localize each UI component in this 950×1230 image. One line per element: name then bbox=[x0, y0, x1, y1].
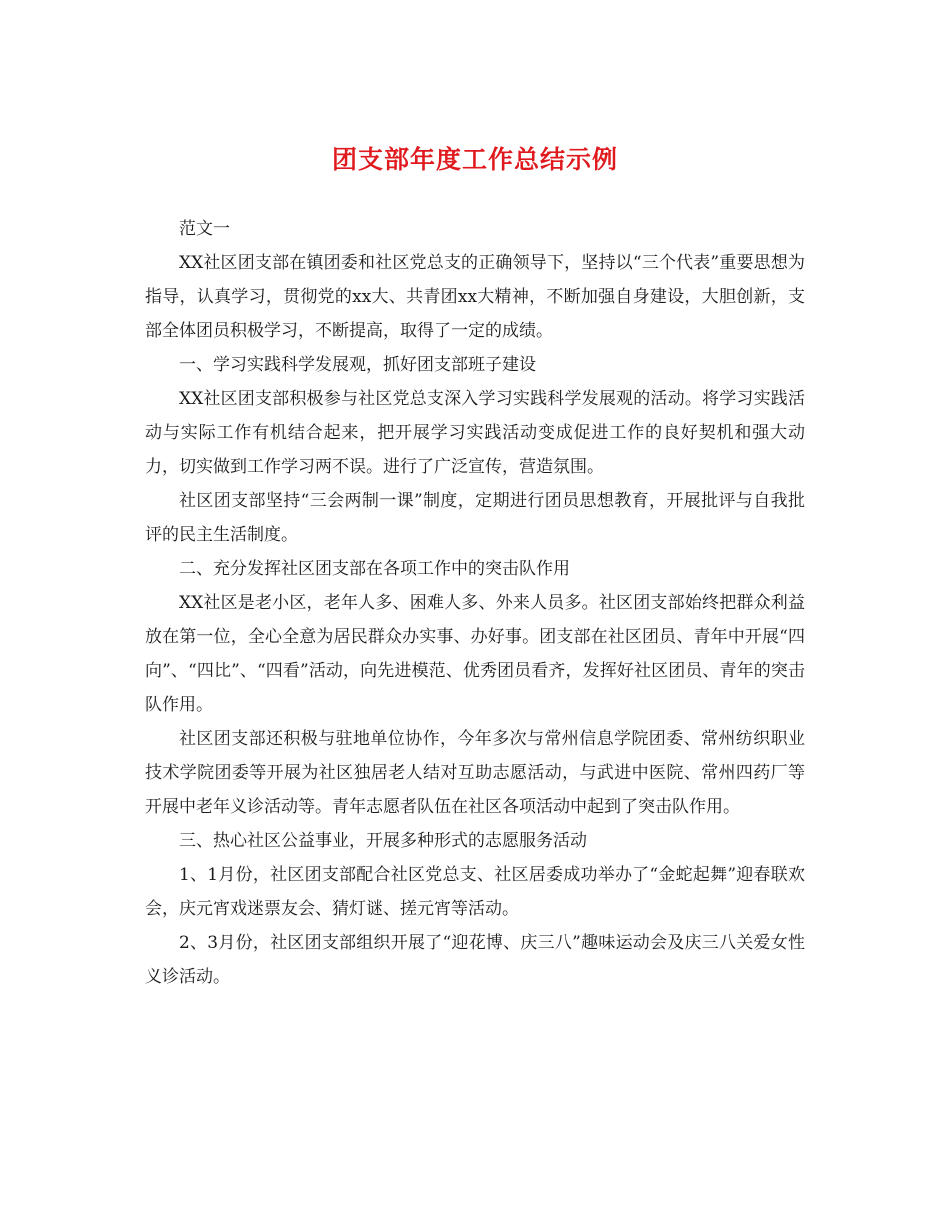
section-heading-2: 二、充分发挥社区团支部在各项工作中的突击队作用 bbox=[179, 559, 570, 579]
paragraph-section2-cooperation: 社区团支部还积极与驻地单位协作，今年多次与常州信息学院团委、常州纺织职业技术学院团委等开展为社区独居老人结对互助志愿活动，与武进中医院、常州四药厂等开展中老年义诊活动等。青年志愿者队伍在社区各项活动中起到了突击队作用。 bbox=[145, 729, 805, 817]
document-page bbox=[145, 140, 805, 994]
section-heading-3: 三、热心社区公益事业，开展多种形式的志愿服务活动 bbox=[179, 831, 587, 851]
paragraph-sample-label: 范文一 bbox=[179, 219, 230, 239]
paragraph-item-2: 2、3月份，社区团支部组织开展了“迎花博、庆三八”趣味运动会及庆三八关爱女性义诊活动。 bbox=[145, 933, 805, 987]
paragraph-section2-body: XX社区是老小区，老年人多、困难人多、外来人员多。社区团支部始终把群众利益放在第一位，全心全意为居民群众办实事、办好事。团支部在社区团员、青年中开展“四向”、“四比”、“四看”活动，向先进模范、优秀团员看齐，发挥好社区团员、青年的突击队作用。 bbox=[145, 593, 805, 715]
paragraph-section1-body: XX社区团支部积极参与社区党总支深入学习实践科学发展观的活动。将学习实践活动与实际工作有机结合起来，把开展学习实践活动变成促进工作的良好契机和强大动力，切实做到工作学习两不误。进行了广泛宣传，营造氛围。 bbox=[145, 389, 805, 477]
document-title: 团支部年度工作总结示例 bbox=[331, 145, 618, 174]
paragraph-section1-system: 社区团支部坚持“三会两制一课”制度，定期进行团员思想教育，开展批评与自我批评的民主生活制度。 bbox=[145, 491, 805, 545]
paragraph-item-1: 1、1月份，社区团支部配合社区党总支、社区居委成功举办了“金蛇起舞”迎春联欢会，庆元宵戏迷票友会、猜灯谜、搓元宵等活动。 bbox=[145, 865, 805, 919]
paragraph-intro: XX社区团支部在镇团委和社区党总支的正确领导下，坚持以“三个代表”重要思想为指导，认真学习，贯彻党的xx大、共青团xx大精神，不断加强自身建设，大胆创新，支部全体团员积极学习，不断提高，取得了一定的成绩。 bbox=[145, 253, 805, 341]
section-heading-1: 一、学习实践科学发展观，抓好团支部班子建设 bbox=[179, 355, 536, 375]
